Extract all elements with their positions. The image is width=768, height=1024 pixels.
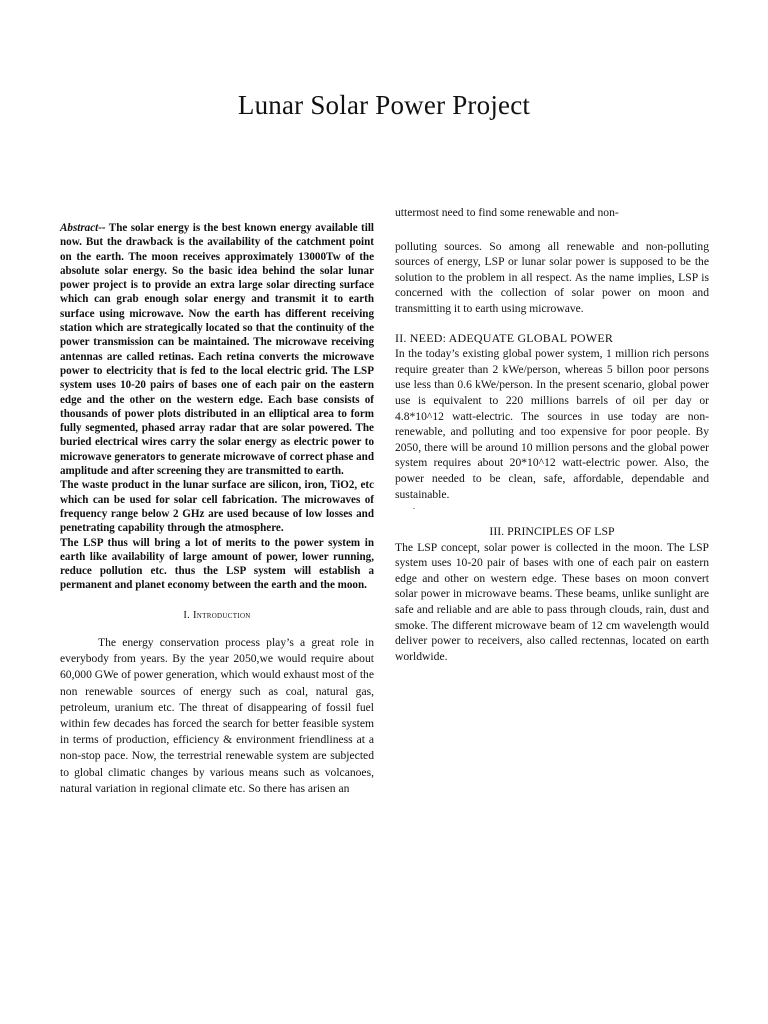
right-column <box>395 205 709 664</box>
section-need-body: In the today’s existing global power system, 1 million rich persons require greater than 2 kWe/person, whereas 5 billon poor persons use less than 0.6 kWe/person. In the present scenario, global power use is equivalent to 220 millions barrels of oil per day or 4.8*10^12 watt-electric. The sources in use today are non-renewable, and polluting and too expensive for poor people. By 2050, there will be around 10 million persons and the global power system requires about 20*10^12 watt-electric power. Also, the power needed to be clean, safe, affordable, dependable and sustainable. <box>395 347 709 501</box>
paper-title: Lunar Solar Power Project <box>237 90 531 120</box>
section-heading-need: II. NEED: ADEQUATE GLOBAL POWER <box>395 330 614 345</box>
abstract-label: Abstract-- <box>60 222 106 234</box>
abstract-paragraph <box>60 221 374 478</box>
abstract-paragraph-2: The waste product in the lunar surface are silicon, iron, TiO2, etc which can be used for solar cell fabrication. The microwaves of frequency range below 2 GHz are used because of low losses and penetrating capability through the atmosphere. <box>60 479 374 535</box>
stray-mark: . <box>413 502 415 512</box>
section-heading-principles: III. PRINCIPLES OF LSP <box>489 524 615 539</box>
section-principles-body: The LSP concept, solar power is collected in the moon. The LSP system uses 10-20 pair of bases with one of each pair on eastern edge and other on western edge. These bases on moon convert solar power in microwave beams. These beams, unlike sunlight are safe and reliable and are able to pass through clouds, rain, dust and smoke. The different microwave beam of 12 cm wavelength would deliver power to receivers, also called rectennas, located on earth worldwide. <box>395 540 709 663</box>
abstract-paragraph-3: The LSP thus will bring a lot of merits to the power system in earth like availability of large amount of power, lower running, reduce pollution etc. thus the LSP system will establish a permanent and planet economy between the earth and the moon. <box>60 536 374 592</box>
section-heading-introduction <box>60 609 374 623</box>
section-numeral: I. <box>183 609 191 621</box>
section-title: Introduction <box>193 609 251 621</box>
abstract-text: The solar energy is the best known energy available till now. But the drawback is the availability of the catchment point on the earth. The moon receives approximately 13000Tw of the absolute solar energy. So the basic idea behind the solar lunar power project is to provide an extra large solar directing surface which can grab enough solar energy and transmit it to earth surface using microwave. Now the earth has different receiving station which are strategically located so that the continuity of the power transmission can be maintained. The microwave receiving antennas are called retinas. Each retina converts the microwave power to electricity that is fed to the local electric grid. The LSP system uses 10-20 pairs of bases one of each pair on the eastern edge and the other on the western edge. Each base consists of thousands of power plots distributed in an elliptical area to form fully segmented, phased array radar that are solar powered. The buried electrical wires carry the solar energy as electric power to microwave generators to generate microwave of correct phase and amplitude and after screening they are transmitted to earth. <box>60 222 374 478</box>
left-column <box>60 221 374 797</box>
continuation-line: uttermost need to find some renewable and non- <box>395 206 619 219</box>
introduction-body: The energy conservation process play’s a great role in everybody from years. By the year 2050,we would require about 60,000 GWe of power generation, which would exhaust most of the non renewable sources of energy such as coal, natural gas, petroleum, uranium etc. The threat of disappearing of fossil fuel within few decades has forced the search for better feasible system in terms of production, efficiency & environment friendliness at a non-stop pace. Now, the terrestrial renewable system are subjected to global climatic changes by various means such as volcanoes, natural variation in regional climate etc. So there has arisen an <box>60 636 374 795</box>
paragraph-gap <box>395 221 709 239</box>
continuation-paragraph: polluting sources. So among all renewable and non-polluting sources of energy, LSP or lunar solar power is supposed to be the solution to the problem in all respect. As the name implies, LSP is concerned with the collection of solar power on moon and transmitting it to earth using microwave. <box>395 239 709 315</box>
